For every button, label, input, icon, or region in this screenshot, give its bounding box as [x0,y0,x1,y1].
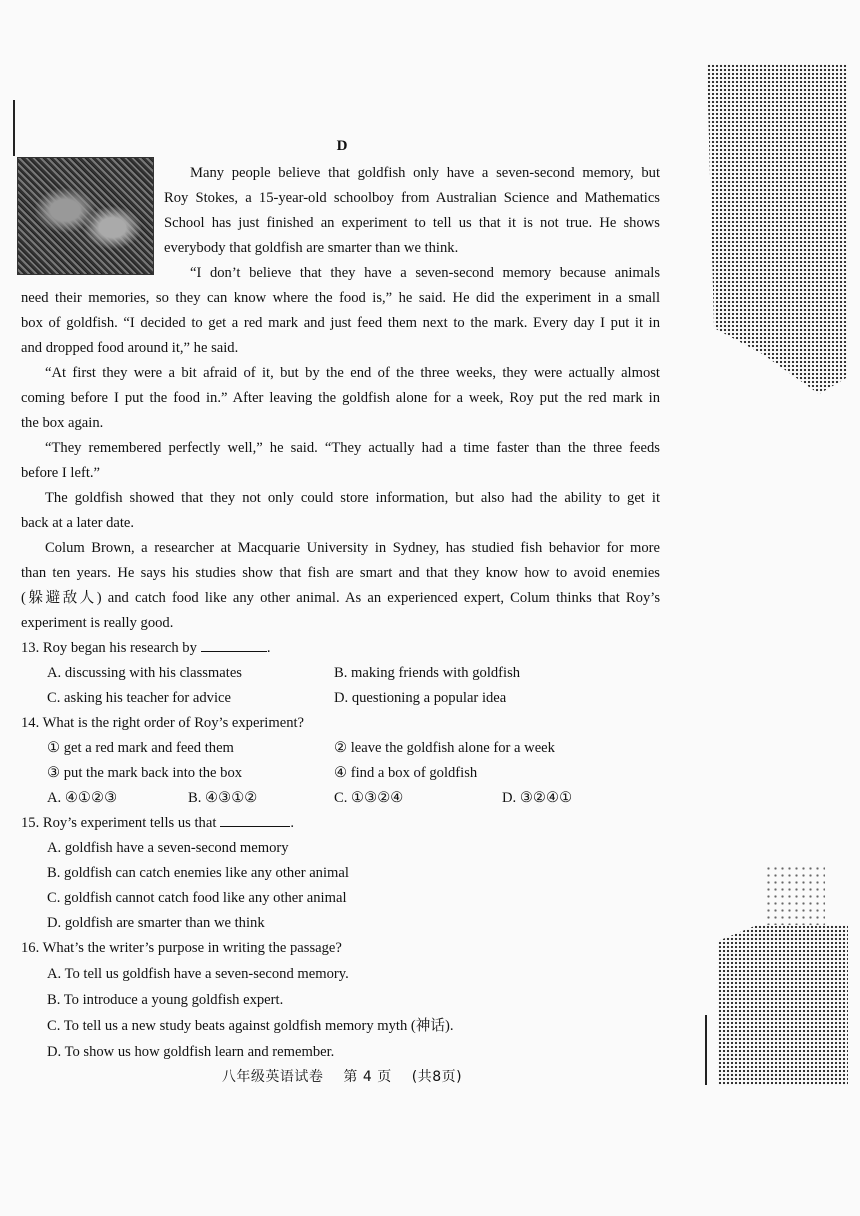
passage-line: Many people believe that goldfish only have a seven-second memory, but [190,165,660,181]
question-15 [21,811,294,836]
footer-page: 第 4 页 [343,1069,392,1085]
passage-line: coming before I put the food in.” After leaving the goldfish alone for a week, Roy put the red mark in [21,390,660,406]
passage-line: (躲避敌人) and catch food like any other animal. As an experienced expert, Colum thinks that Roy’s [21,590,660,606]
passage-line: Colum Brown, a researcher at Macquarie University in Sydney, has studied fish behavior for more [45,540,660,556]
passage-line: back at a later date. [21,515,135,531]
option-14-c[interactable]: C. ①③②④ [334,790,404,806]
option-13-a[interactable]: A. discussing with his classmates [47,665,242,681]
answer-blank[interactable] [220,812,290,827]
option-15-d[interactable]: D. goldfish are smarter than we think [47,915,265,931]
scan-shadow-top [707,64,847,394]
option-14-d[interactable]: D. ③②④① [502,790,573,806]
passage-line: everybody that goldfish are smarter than we think. [164,240,459,256]
step-2: ② leave the goldfish alone for a week [334,740,555,756]
option-16-d[interactable]: D. To show us how goldfish learn and remember. [47,1044,335,1060]
step-1: ① get a red mark and feed them [47,740,234,756]
option-16-c[interactable]: C. To tell us a new study beats against goldfish memory myth (神话). [47,1018,454,1034]
passage-line: than ten years. He says his studies show that fish are smart and that they know how to avoid enemies [21,565,660,581]
option-13-b[interactable]: B. making friends with goldfish [334,665,521,681]
question-end: . [290,815,295,831]
passage-line: the box again. [21,415,104,431]
question-14-stem: 14. What is the right order of Roy’s experiment? [21,715,305,731]
passage-line: “They remembered perfectly well,” he said. “They actually had a time faster than the three feeds [45,440,660,456]
question-stem: 15. Roy’s experiment tells us that [21,815,217,831]
option-16-b[interactable]: B. To introduce a young goldfish expert. [47,992,284,1008]
question-16-stem: 16. What’s the writer’s purpose in writing the passage? [21,940,342,956]
question-end: . [266,640,271,656]
goldfish-photo [17,157,154,275]
passage-line: experiment is really good. [21,615,174,631]
passage-line: need their memories, so they can know where the food is,” he said. He did the experiment in a small [21,290,660,306]
passage-line: Roy Stokes, a 15-year-old schoolboy from Australian Science and Mathematics [164,190,660,206]
footer-total: (共8页) [411,1069,463,1085]
step-3: ③ put the mark back into the box [47,765,243,781]
option-14-a[interactable]: A. ④①②③ [47,790,118,806]
section-heading: D [336,138,348,154]
page-footer [0,1066,684,1086]
footer-subject: 八年级英语试卷 [221,1069,324,1085]
option-15-b[interactable]: B. goldfish can catch enemies like any other animal [47,865,349,881]
margin-rule-bottom [705,1015,707,1085]
answer-blank[interactable] [201,637,267,652]
passage-line: before I left.” [21,465,100,481]
option-15-a[interactable]: A. goldfish have a seven-second memory [47,840,289,856]
question-13 [21,636,271,661]
passage-line: box of goldfish. “I decided to get a red mark and just feed them next to the mark. Every day I put it in [21,315,660,331]
option-13-d[interactable]: D. questioning a popular idea [334,690,507,706]
option-14-b[interactable]: B. ④③①② [188,790,258,806]
passage-line: “I don’t believe that they have a seven-second memory because animals [190,265,660,281]
scan-shadow-faint [765,865,825,925]
passage-line: The goldfish showed that they not only could store information, but also had the ability to get it [45,490,660,506]
step-4: ④ find a box of goldfish [334,765,478,781]
question-stem: 13. Roy began his research by [21,640,197,656]
option-15-c[interactable]: C. goldfish cannot catch food like any other animal [47,890,347,906]
option-13-c[interactable]: C. asking his teacher for advice [47,690,231,706]
scan-shadow-bottom [718,925,848,1085]
passage-line: School has just finished an experiment to tell us that it is not true. He shows [164,215,660,231]
option-16-a[interactable]: A. To tell us goldfish have a seven-second memory. [47,966,349,982]
passage-line: “At first they were a bit afraid of it, but by the end of the three weeks, they were actually almost [45,365,660,381]
passage-line: and dropped food around it,” he said. [21,340,239,356]
